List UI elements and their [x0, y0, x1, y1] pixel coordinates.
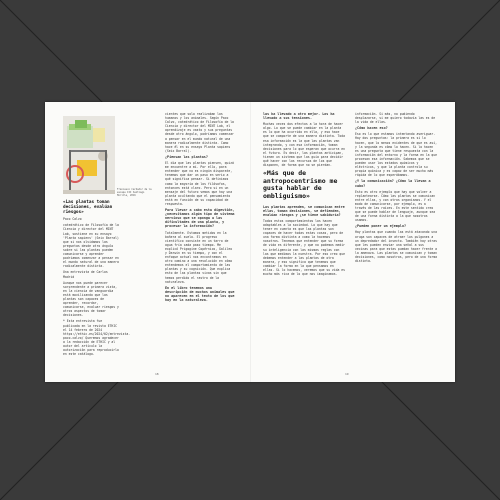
page-number-right: 19	[345, 372, 349, 376]
column-1	[63, 200, 131, 358]
paragraph: El día que las plantas piensen, quizá me encuentre a mí. Por ello, para entender que no es ningún disparate, tenemos que dar un paso en serio a qué significa pensar. Si definimos como la mayoría de los filósofos, entonces está claro. Pero si en un mensaje del futuro vemos que hay una planta ocultando que el pensamiento está en función de su capacidad de respuesta.	[165, 161, 234, 206]
column-2	[165, 112, 235, 304]
paragraph: Totalmente. Estamos metidos en la bañera al suelo. El progreso científico consiste en un tarro de agua fría cada paso tiempo. Me explicó Prigogine Copérnico, Galileo y Darwin en su tiempo, y con el enfoque actual nos encontramos en otro camino a una revolución en cómo entendemos el comportamiento de las plantas y su cognición. Que explica esto de las plantas vivas sin que hemos perdido el rastro de la naturaleza.	[165, 230, 233, 284]
paragraph: las ha llevado a otro mejor. Los ha llevado a sus tensiones.	[263, 112, 335, 121]
paragraph: Aunque nos puede parecer sorprendente a primera vista, en la ciencia de vanguardia está movilizando que las plantas son capaces de aprender, recordar, comunicarse, evaluar riesgos y otros aspectos de tomar decisiones.	[63, 280, 119, 318]
article-author: Paco Calvo	[63, 217, 82, 222]
paragraph: Hay plantas que cuando las está atacando una oruga son capaces de atraer los pulgones a un depredador del insecto. También hay otras que les pueden enviar una señal a sus vecinas para que estas puedan hacer frente a la amenaza. Las plantas se comunican y toman decisiones, como nosotros, pero de una forma distinta.	[355, 230, 437, 264]
question: ¿Cómo hacen eso?	[355, 126, 388, 131]
paragraph: Eso es lo que estamos intentando averiguar. Hay dos preguntas: la primera es si lo hacen, que lo menos evidentes de que es así, y la segunda es cómo lo hacen. Si lo hacen es una pregunta que tiene respuesta con la información del entorno y la forma en la que procesan esa información. Sabemos que se pueden usar los estados químicos y eléctricos, y que la planta controla su propia química y es capaz de ser mucho más rápida de lo que esperábamos.	[355, 132, 437, 178]
footnote: * Esta entrevista fue publicada en la revista ETHIC el 14 febrero de 2024 https://ethic.es/2024/02/entrevista-paco-calvo/ Queremos agradecer a la redacción de ETHIC y al autor del artículo la autorización para reproducirlo en este catálogo.	[63, 319, 131, 357]
paragraph: cientes que solo realizaban los humanos y los animales. Según Paco Calvo, catedrático de Filosofía de la Ciencia y director del MINT Lab, el aprendizaje es vasto y sus preguntas desde otro ángulo, podríamos comenzar a pensar en el mundo natural de una manera radicalmente distinta. Como hace él en su ensayo Planta sapiens (Seix Barral).	[165, 112, 234, 153]
page-gutter	[250, 102, 251, 382]
question: ¿Y la comunicación? ¿Cómo la llevan a cabo?	[355, 179, 431, 188]
paragraph: catedrático de Filosofía de la Ciencia y director del MINT Lab, sostiene en su ensayo 'Planta sapiens' (Seix Barral) que si nos olvidamos las preguntas desde otro ángulo sobre si las plantas pueden comunicarse y aprender podríamos comenzar a pensar en el mundo natural de una manera radicalmente distinta.	[63, 223, 119, 269]
column-3	[263, 112, 345, 278]
question: ¿Piensan las plantas?	[165, 154, 208, 159]
column-4	[355, 112, 437, 265]
page-number-left: 18	[155, 372, 159, 376]
question: Las plantas aprenden, se comunican entre ellas, toman decisiones, se defienden, evalúan riesgos y ¿se tiene sabiduría?	[263, 204, 345, 217]
pull-quote: «Más que de antropocentrismo me gusta hablar de ombliguismo»	[263, 169, 338, 200]
article-title: «Las plantas toman decisiones, evalúan riesgos»	[63, 200, 113, 216]
question: ¿Pueden poner un ejemplo?	[355, 224, 407, 229]
photo-caption: Francesco Cardador de la escape III Santiago Morilla, 2016	[117, 188, 152, 197]
magazine-spread	[45, 102, 455, 382]
artwork-photo	[63, 116, 115, 194]
interview-credit: Una entrevista de Carlos Madrid	[63, 270, 108, 279]
paragraph: Todos estos comportamientos los hacen adaptables a la sociedad. Lo que hay que tener en cuenta es que las plantas son capaces de hacer todas estas cosas, pero de una forma distinta a como la hacemos nosotros. Tenemos que entender que su forma de vida es diferente, y que no podemos medir su inteligencia con las mismas reglas con las que medimos la nuestra. Por eso creo que debemos entender a las plantas de otra manera, y eso significa que tenemos que cambiar la forma en la que pensamos en ellas. Si lo hacemos, veremos que su vida es mucho más rica de lo que nos imaginamos.	[263, 218, 345, 277]
artwork-image	[63, 116, 115, 194]
question: Para llevar a cabo esta digestión, ¿necesitamos algún tipo de sistema nervioso que se oponga a las dificultades de una planta, y procesar la información?	[165, 208, 235, 229]
paragraph: Muchas veces dos efectos a la hora de hacer algo. Lo que se puede cambiar en la planta es lo que ha ocurrido en ella, y eso hace que se comporte de una manera distinta. Toda esa información es la que las plantas van integrando, y con esa información, toman decisiones para lo que esperan que ocurra en el futuro. Es decir, las plantas anticipan, tienen un sistema que las guía para decidir qué hacer con los recursos de los que disponen, de forma que no se pierdan.	[263, 122, 345, 168]
paragraph: En el libro tenemos una descripción de muchos animales que no aparecen en el texto de los que hay en la naturaleza.	[165, 285, 235, 303]
paragraph: Esto es otro ejemplo que hay que volver a replantearse. Cómo las plantas se comunican entre ellas, y con otros organismos. Y el modo de comunicarse, por ejemplo, es a través de las raíces. En este sentido creo que se puede hablar de lenguaje, aunque sea de una forma distinta a la que nosotros usamos.	[355, 189, 436, 223]
paragraph: información. Si más, no pudiendo desplazarse, si me quiero todavía las es de la vida de ellas.	[355, 112, 436, 125]
